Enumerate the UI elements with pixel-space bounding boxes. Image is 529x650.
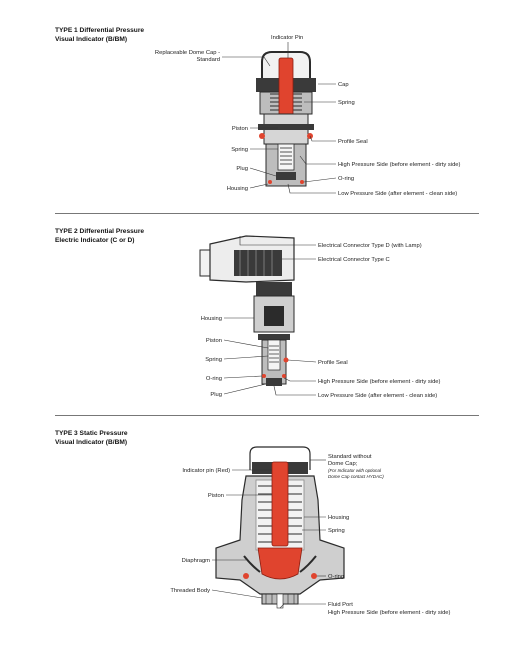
type2-label-low-pressure: Low Pressure Side (after element - clean side) [318, 393, 438, 399]
type2-label-connector-d: Electrical Connector Type D (with Lamp) [318, 243, 422, 249]
type1-label-housing: Housing [226, 186, 248, 192]
type3-label-threaded-body: Threaded Body [170, 588, 210, 594]
type1-label-piston: Piston [231, 126, 248, 132]
type3-title-line1: TYPE 3 Static Pressure [55, 430, 128, 437]
type2-label-spring: Spring [205, 357, 222, 363]
type3-indicator-pin [272, 462, 288, 546]
type2-label-housing: Housing [200, 316, 222, 322]
type3-label-high-pressure: High Pressure Side (before element - dirty side) [328, 610, 451, 616]
type3-label-housing: Housing [328, 515, 350, 521]
type2-title-line2: Electric Indicator (C or D) [55, 237, 135, 244]
type3-title-line2: Visual Indicator (B/BM) [55, 439, 128, 446]
type3-label-fluid-port: Fluid Port [328, 602, 353, 608]
type2-label-oring: O-ring [205, 376, 222, 382]
type3-label-standard-4: Dome Cap contact HYDAC) [328, 474, 384, 479]
type3-label-indicator-pin: Indicator pin (Red) [182, 468, 230, 474]
type1-label-cap: Cap [338, 82, 349, 88]
type1-label-spring-right: Spring [338, 100, 355, 106]
type3-piston-head [258, 548, 302, 579]
type2-label-profile-seal: Profile Seal [318, 360, 348, 366]
type3-oring [311, 573, 317, 579]
type3-label-diaphragm: Diaphragm [181, 558, 210, 564]
type1-label-dome-cap-2: Standard [196, 57, 220, 63]
type2-label-high-pressure: High Pressure Side (before element - dirty side) [318, 379, 441, 385]
type1-title-line1: TYPE 1 Differential Pressure [55, 27, 145, 34]
type1-label-profile-seal: Profile Seal [338, 139, 368, 145]
type1-label-plug: Plug [236, 166, 248, 172]
type1-label-indicator-pin: Indicator Pin [271, 35, 304, 41]
type3-label-standard-1: Standard without [328, 454, 372, 460]
type2-label-plug: Plug [210, 392, 222, 398]
type1-label-oring: O-ring [338, 176, 355, 182]
type2-label-piston: Piston [205, 338, 222, 344]
type3-label-standard-2: Dome Cap; [328, 461, 358, 467]
type1-label-spring-left: Spring [231, 147, 248, 153]
type2-label-connector-c: Electrical Connector Type C [318, 257, 390, 263]
type3-label-oring: O-ring [328, 574, 345, 580]
type3-label-standard-3: (For Indicator with optional [328, 468, 382, 473]
type1-title-line2: Visual Indicator (B/BM) [55, 36, 128, 43]
type3-label-spring: Spring [328, 528, 345, 534]
type2-title-line1: TYPE 2 Differential Pressure [55, 228, 145, 235]
type1-label-dome-cap-1: Replaceable Dome Cap - [154, 50, 220, 56]
type3-oring-left [243, 573, 249, 579]
type1-label-high-pressure: High Pressure Side (before element - dirty side) [338, 162, 461, 168]
type3-label-piston: Piston [207, 493, 224, 499]
type1-label-low-pressure: Low Pressure Side (after element - clean side) [338, 191, 458, 197]
